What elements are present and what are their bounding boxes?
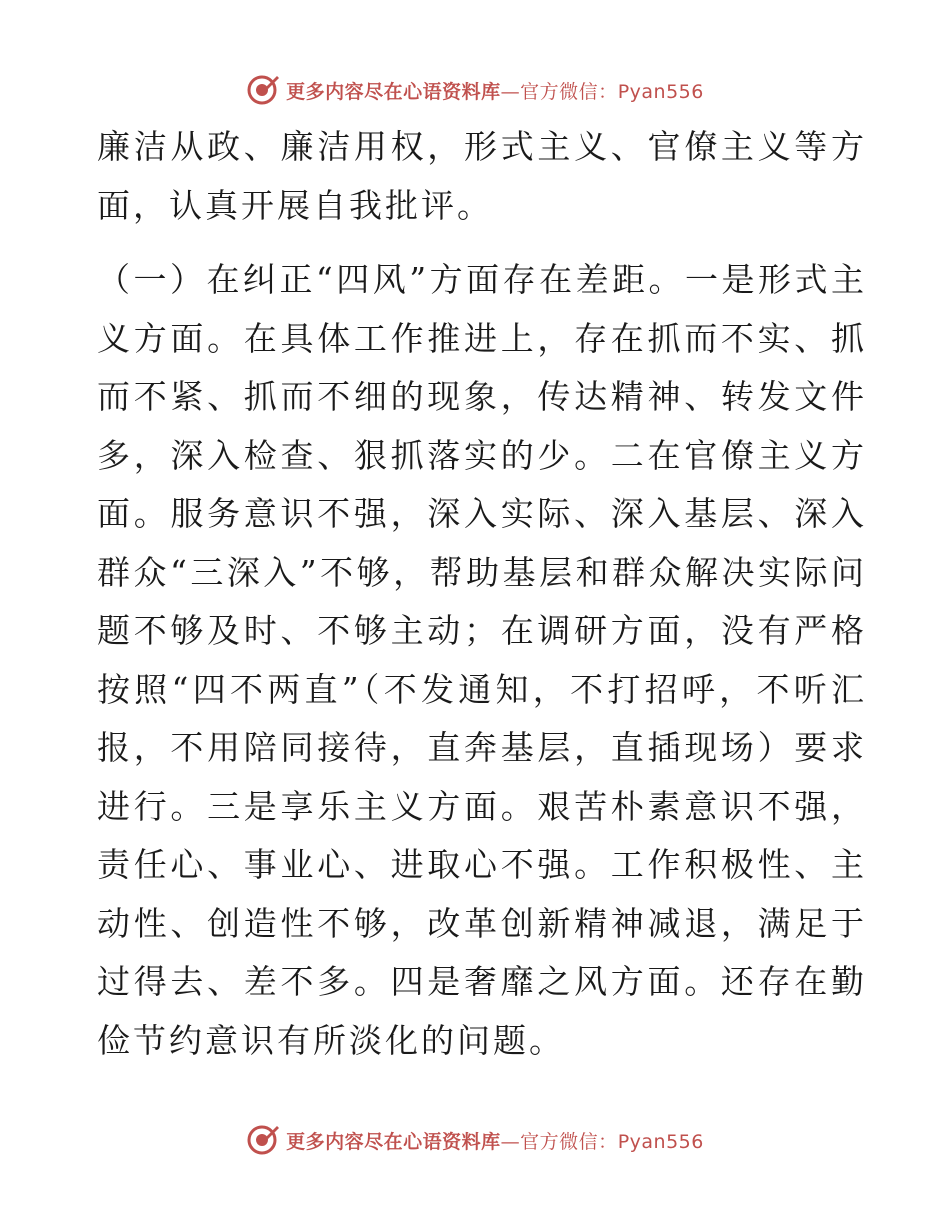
- watermark-id: Pyan556: [617, 1130, 704, 1153]
- watermark-label: 官方微信：: [520, 80, 618, 103]
- watermark-id: Pyan556: [617, 80, 704, 103]
- watermark-text: [286, 77, 704, 104]
- footer-watermark: [0, 1120, 950, 1160]
- paragraph-2: （一）在纠正“四风”方面存在差距。一是形式主义方面。在具体工作推进上，存在抓而不实、抓而不紧、抓而不细的现象，传达精神、转发文件多，深入检查、狠抓落实的少。二在官僚主义方面。服务意识不强，深入实际、深入基层、深入群众“三深入”不够，帮助基层和群众解决实际问题不够及时、不够主动；在调研方面，没有严格按照“四不两直”（不发通知，不打招呼，不听汇报，不用陪同接待，直奔基层，直插现场）要求进行。三是享乐主义方面。艰苦朴素意识不强，责任心、事业心、进取心不强。工作积极性、主动性、创造性不够，改革创新精神减退，满足于过得去、差不多。四是奢靡之风方面。还存在勤俭节约意识有所淡化的问题。: [97, 260, 867, 1060]
- watermark-separator: —: [500, 1130, 521, 1153]
- document-body: [97, 118, 867, 1070]
- watermark-separator: —: [500, 80, 521, 103]
- header-watermark: [0, 70, 950, 110]
- paragraph-1: 廉洁从政、廉洁用权，形式主义、官僚主义等方面，认真开展自我批评。: [97, 127, 867, 225]
- pen-logo-icon: [246, 1123, 280, 1157]
- pen-logo-icon: [246, 73, 280, 107]
- watermark-brand: 更多内容尽在心语资料库: [286, 80, 501, 103]
- watermark-brand: 更多内容尽在心语资料库: [286, 1130, 501, 1153]
- watermark-label: 官方微信：: [520, 1130, 618, 1153]
- watermark-text: [286, 1127, 704, 1154]
